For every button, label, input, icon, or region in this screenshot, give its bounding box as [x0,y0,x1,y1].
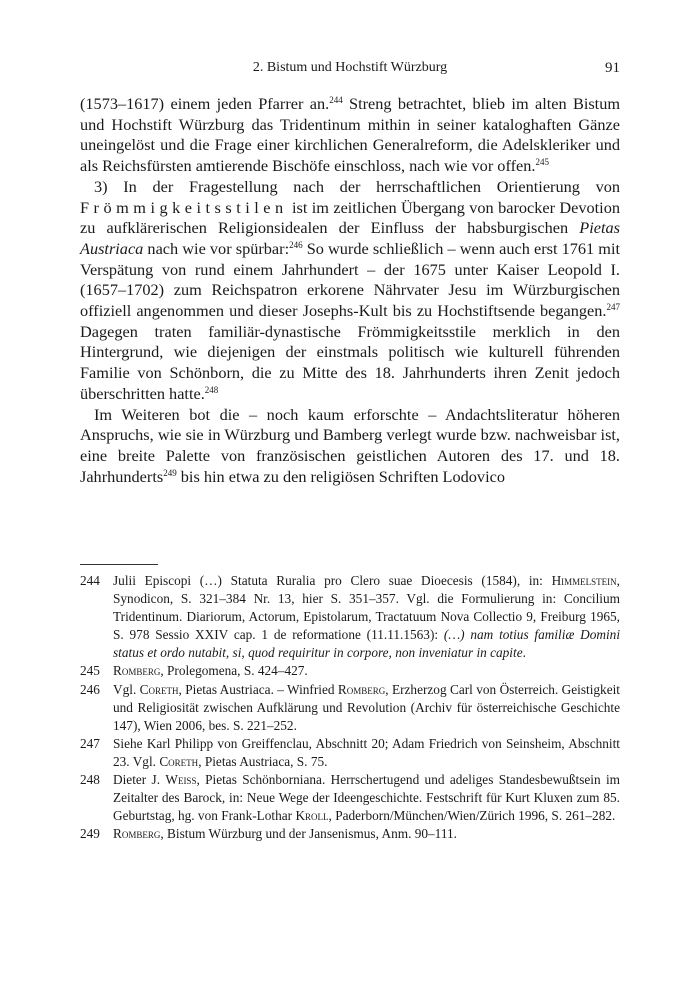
footnote-separator [80,564,158,565]
author-name: Coreth [159,753,199,769]
footnote-number: 247 [80,735,100,751]
text-run: ist im zeitlichen Übergang von barocker Devotion zu aufklärerischen Religionsidealen der Einfluss der habsburgischen [80,197,620,238]
spaced-term: Frömmigkeitsstilen [80,197,288,217]
footnote-244 [80,572,620,662]
text-run: Vgl. [113,681,140,697]
text-run: (1573–1617) einem jeden Pfarrer an. [80,94,330,113]
text-run: , Prolegomena, S. 424–427. [160,663,308,679]
footnote-text [113,572,620,662]
text-run: , Pietas Austriaca, S. 75. [198,753,328,769]
footnote-text [113,771,620,825]
text-run: , Erzherzog Carl von Österreich. Geistigkeit und Religiosität zwischen Aufklärung und Revolution (Archiv für österreichische Geschichte 147), Wien 2006, bes. S. 221–252. [113,681,620,733]
text-run: Dieter J. [113,772,166,788]
footnote-ref-246: 246 [289,239,303,250]
running-header [80,60,620,80]
text-run: , Paderborn/München/Wien/Zürich 1996, S. 261–282. [328,808,616,824]
footnote-ref-249: 249 [163,467,177,478]
footnote-ref-248: 248 [204,384,219,395]
footnote-ref-245: 245 [535,157,549,168]
latin-quote: (…) nam totius familiæ Domini status et ordo nutabit, si, quod requiritur in corpore, non inveniatur in capite [113,627,621,661]
running-title: 2. Bistum und Hochstift Würzburg [252,60,448,75]
footnote-247 [80,735,620,771]
footnote-text [113,681,620,735]
author-name: Romberg [113,826,161,842]
author-name: Romberg [113,663,161,679]
footnote-248 [80,771,620,825]
text-run: Dagegen traten familiär-dynastische Frömmigkeitsstile merklich in den Hintergrund, wie diejenigen der einstmals politisch wie kulturell führenden Familie von Schönborn, die zu Mitte des 18. Jahrhunderts ihren Zenit jedoch überschritten hatte. [80,321,620,403]
text-run: So wurde schließlich – wenn auch erst 1761 mit Verspätung von rund einem Jahrhundert – der 1675 unter Kaiser Leopold I. (1657–1702) zum Reichspatron erkorene Nährvater Jesu im Würzburgischen offiziell angenommen und dieser Josephs-Kult bis zu Hochstiftsende begangen. [80,238,621,321]
text-run: Streng betrachtet, blieb im alten Bistum und Hochstift Würzburg das Tridentinum mithin in seiner kataloghaften Gänze uneingelöst und die Frage einer kirchlichen Generalreform, die Adelskleriker und als Reichsfürsten amtierende Bischöfe einschloss, nach wie vor offen. [80,94,621,176]
footnote-ref-244: 244 [329,95,343,105]
paragraph-2 [80,177,620,405]
paragraph-1 [80,94,620,177]
italic-term: Pietas Austriaca [80,218,620,258]
author-name: Weiss [165,772,197,788]
footnote-number: 246 [80,681,100,697]
text-run: , Bistum Würzburg und der Jansenismus, Anm. 90–111. [160,826,457,842]
footnote-246 [80,681,620,735]
footnotes [80,572,620,843]
footnote-text [113,735,620,771]
text-run: Siehe Karl Philipp von Greiffenclau, Abschnitt 20; Adam Friedrich von Seinsheim, Abschnitt 23. Vgl. [113,735,620,769]
footnote-245 [80,662,620,680]
footnote-number: 245 [80,663,100,679]
paragraph-3 [80,405,620,488]
author-name: Himmelstein [551,573,617,588]
footnote-ref-247: 247 [606,302,620,313]
text-run: 3) In der Fragestellung nach der herrschaftlichen Orientierung von [94,176,620,196]
text-run: , Pietas Schönborniana. Herrschertugend und adeliges Standesbewußtsein im Zeitalter des Barock, in: Neue Wege der Ideengeschichte. Festschrift für Kurt Kluxen zum 85. Geburtstag, hg. von Frank-Lothar [113,772,620,824]
page-number: 91 [605,60,620,76]
text-run: . [522,645,526,661]
footnote-text [113,662,620,680]
text-run: nach wie vor spürbar: [143,238,290,258]
footnote-number: 249 [80,826,100,842]
main-text [80,94,620,487]
footnote-text [113,825,620,843]
footnote-number: 248 [80,772,100,788]
text-run: Im Weiteren bot die – noch kaum erforschte – Andachtsliteratur höheren Anspruchs, wie sie in Würzburg und Bamberg verlegt wurde bzw. nachweisbar ist, eine breite Palette von französischen geistlichen Autoren des 17. und 18. Jahrhunderts [80,404,620,486]
author-name: Romberg [337,681,386,697]
text-run: Julii Episcopi (…) Statuta Ruralia pro Clero suae Dioecesis (1584), in: [113,573,552,588]
author-name: Coreth [139,681,179,697]
footnote-249 [80,825,620,843]
author-name: Kroll [295,808,329,824]
text-run: , Synodicon, S. 321–384 Nr. 13, hier S. 351–357. Vgl. die Formulierung in: Concilium Tridentinum. Diariorum, Actorum, Epistolarum, Tractatuum Nova Collectio 9, Freiburg 1965, S. 978 Sessio XXIV cap. 1 de reformatione (11.11.1563): [113,573,620,643]
footnote-number: 244 [80,573,100,588]
text-run: bis hin etwa zu den religiösen Schriften Lodovico [176,466,505,486]
text-run: , Pietas Austriaca. – Winfried [178,681,338,697]
